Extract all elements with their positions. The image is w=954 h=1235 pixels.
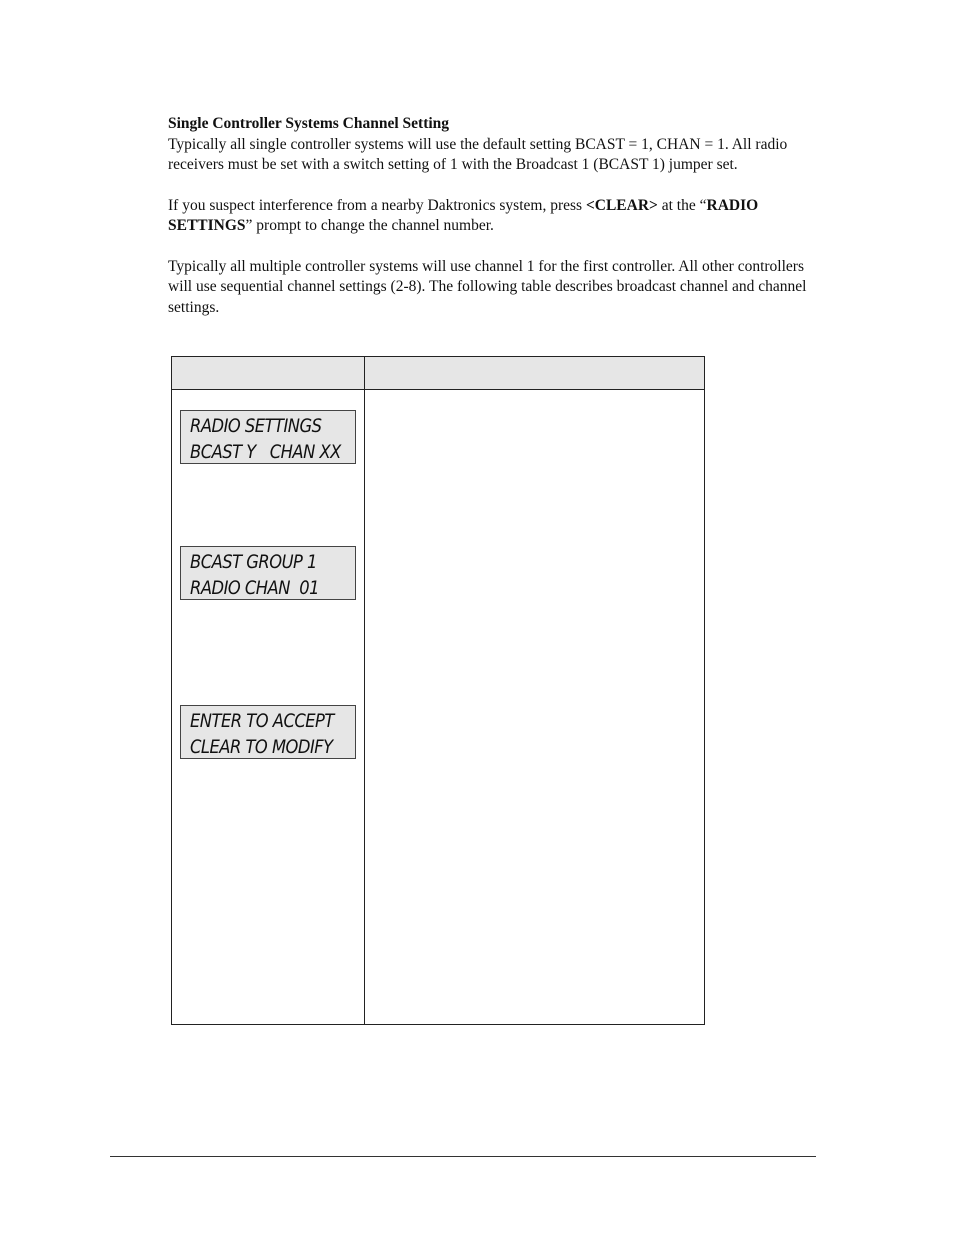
table-column-divider bbox=[364, 357, 365, 1024]
paragraph-single-controller: Typically all single controller systems will use the default setting BCAST = 1, CHAN = 1. All radio receivers must be set with a switch setting of 1 with the Broadcast 1 (BCAST 1) jumper set. bbox=[168, 135, 788, 173]
lcd-line-1: BCAST GROUP 1 bbox=[190, 551, 317, 573]
lcd-display-enter-clear bbox=[180, 705, 356, 759]
footer-rule bbox=[110, 1156, 816, 1157]
section-heading: Single Controller Systems Channel Setting bbox=[168, 115, 450, 132]
lcd-display-bcast-group bbox=[180, 546, 356, 600]
lcd-line-2: BCAST Y CHAN XX bbox=[190, 441, 341, 463]
radio-settings-prompt-label: RADIO SETTINGS bbox=[168, 196, 759, 234]
lcd-line-2: CLEAR TO MODIFY bbox=[190, 736, 333, 758]
paragraph-interference bbox=[168, 196, 818, 237]
clear-key-label: <CLEAR> bbox=[585, 196, 658, 214]
interference-text-middle: at the “ bbox=[657, 196, 707, 214]
interference-text-after: ” prompt to change the channel number. bbox=[245, 217, 494, 234]
lcd-line-2: RADIO CHAN 01 bbox=[190, 577, 320, 599]
table-header-row bbox=[172, 357, 704, 390]
lcd-display-radio-settings bbox=[180, 410, 356, 464]
lcd-line-1: RADIO SETTINGS bbox=[190, 415, 322, 437]
settings-table bbox=[171, 356, 705, 1025]
document-body bbox=[168, 114, 818, 338]
paragraph-multiple-controller: Typically all multiple controller systems will use channel 1 for the first controller. All other controllers will use sequential channel settings (2-8). The following table describes broadcast channel and channel settings. bbox=[168, 257, 807, 316]
interference-text-before: If you suspect interference from a nearby Daktronics system, press bbox=[168, 196, 586, 214]
lcd-line-1: ENTER TO ACCEPT bbox=[190, 710, 334, 732]
